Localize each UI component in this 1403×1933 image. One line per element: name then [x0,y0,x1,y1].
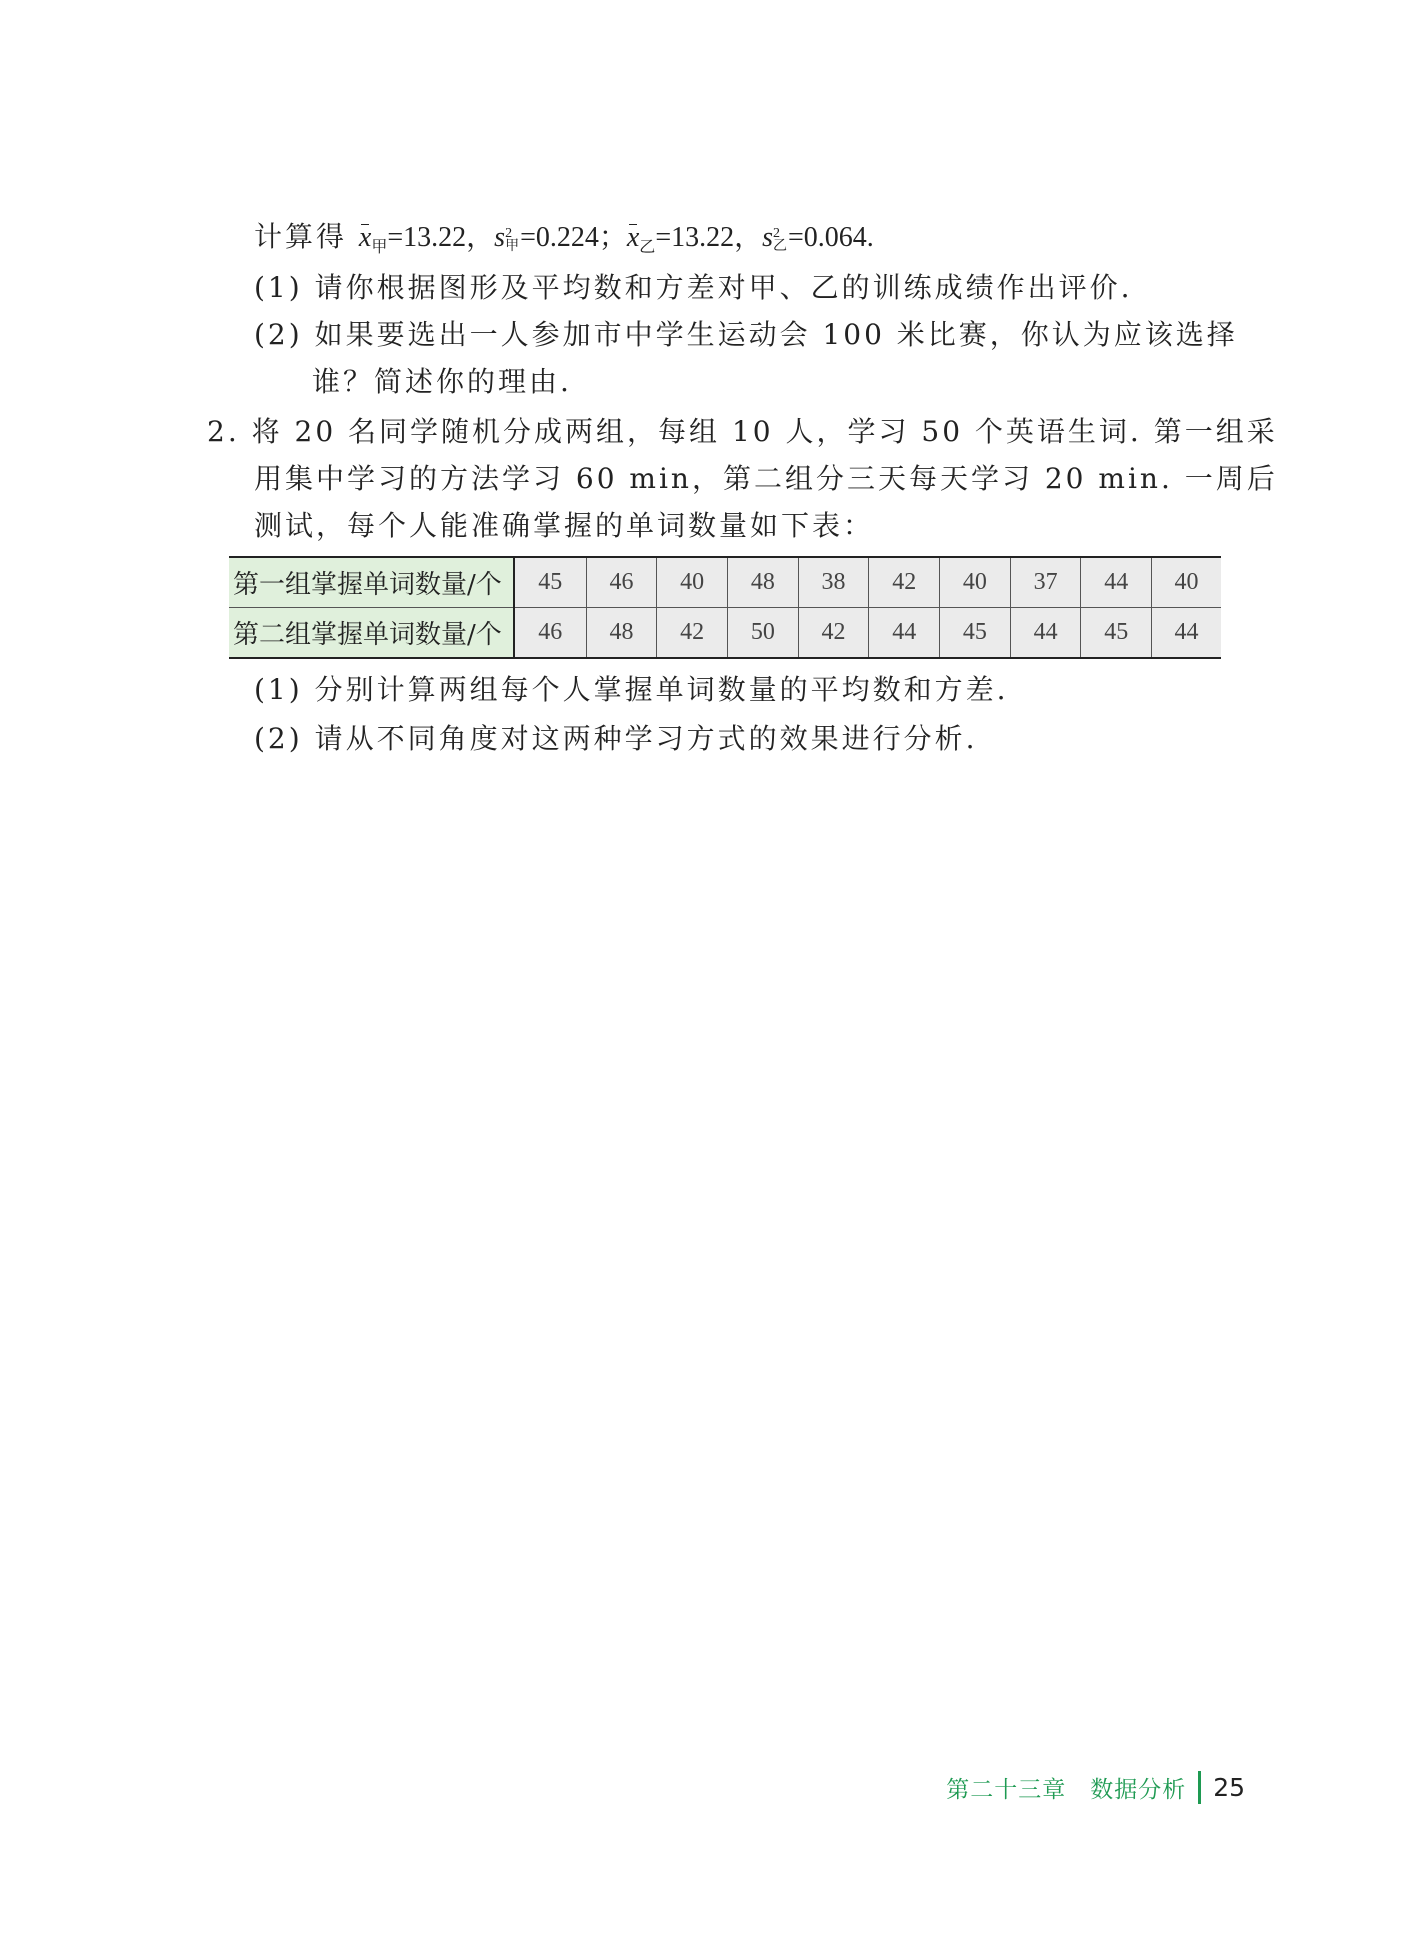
chapter-title: 第二十三章 数据分析 [946,1777,1187,1803]
table-cell: 38 [798,557,869,608]
page-number: 25 [1213,1773,1245,1802]
row-label-group2: 第二组掌握单词数量/个 [229,608,514,659]
subscript-yi: 乙 [639,239,656,256]
variance-symbol-yi: s [762,222,774,253]
variance-yi-exponent: 2 [773,225,781,241]
q2-line1: 2. 将 20 名同学随机分成两组，每组 10 人，学习 50 个英语生词. 第一组采 [207,415,1278,448]
intro-prefix: 计算得 [254,220,359,253]
table-cell: 42 [869,557,940,608]
table-cell: 45 [514,557,586,608]
table-cell: 45 [940,608,1011,659]
variance-jia-value: =0.224； [520,222,627,253]
variance-symbol-jia: s [494,222,506,253]
q2-line3: 测试，每个人能准确掌握的单词数量如下表： [254,509,875,542]
variance-jia-exponent: 2 [505,225,513,241]
variance-yi-value: =0.064. [788,222,874,253]
table-cell: 44 [1081,557,1152,608]
table-row-group1 [229,557,1221,608]
q2-part1: (1) 分别计算两组每个人掌握单词数量的平均数和方差. [254,673,1009,706]
subscript-jia: 甲 [371,239,388,256]
mean-symbol-yi: x [626,222,640,253]
intro-line [254,217,874,262]
table-cell: 44 [1152,608,1221,659]
mean-yi-value: =13.22， [655,222,763,253]
footer-divider [1198,1771,1201,1804]
q1-part2-line1: (2) 如果要选出一人参加市中学生运动会 100 米比赛，你认为应该选择 [254,318,1238,351]
table-cell: 46 [586,557,657,608]
table-cell: 40 [940,557,1011,608]
q2-part2: (2) 请从不同角度对这两种学习方式的效果进行分析. [254,722,978,755]
table-row-group2 [229,608,1221,659]
table-cell: 40 [1152,557,1221,608]
q1-part2-line2: 谁？简述你的理由. [312,365,572,398]
row-label-group1: 第一组掌握单词数量/个 [229,557,514,608]
table-cell: 37 [1010,557,1081,608]
table-cell: 44 [1010,608,1081,659]
table-cell: 42 [798,608,869,659]
q2-line2: 用集中学习的方法学习 60 min，第二组分三天每天学习 20 min. 一周后 [254,462,1278,495]
page-footer [946,1771,1245,1804]
table-cell: 45 [1081,608,1152,659]
table-cell: 48 [586,608,657,659]
variance-yi-subscript: 乙 [773,238,788,254]
q1-part1: (1) 请你根据图形及平均数和方差对甲、乙的训练成绩作出评价. [254,271,1133,304]
variance-jia-subscript: 甲 [505,238,520,254]
table-cell: 44 [869,608,940,659]
table-cell: 46 [514,608,586,659]
mean-jia-value: =13.22， [387,222,495,253]
word-count-table [229,556,1221,659]
table-cell: 42 [657,608,728,659]
mean-symbol-jia: x [358,222,372,253]
table-cell: 50 [727,608,798,659]
table-cell: 48 [727,557,798,608]
table-cell: 40 [657,557,728,608]
